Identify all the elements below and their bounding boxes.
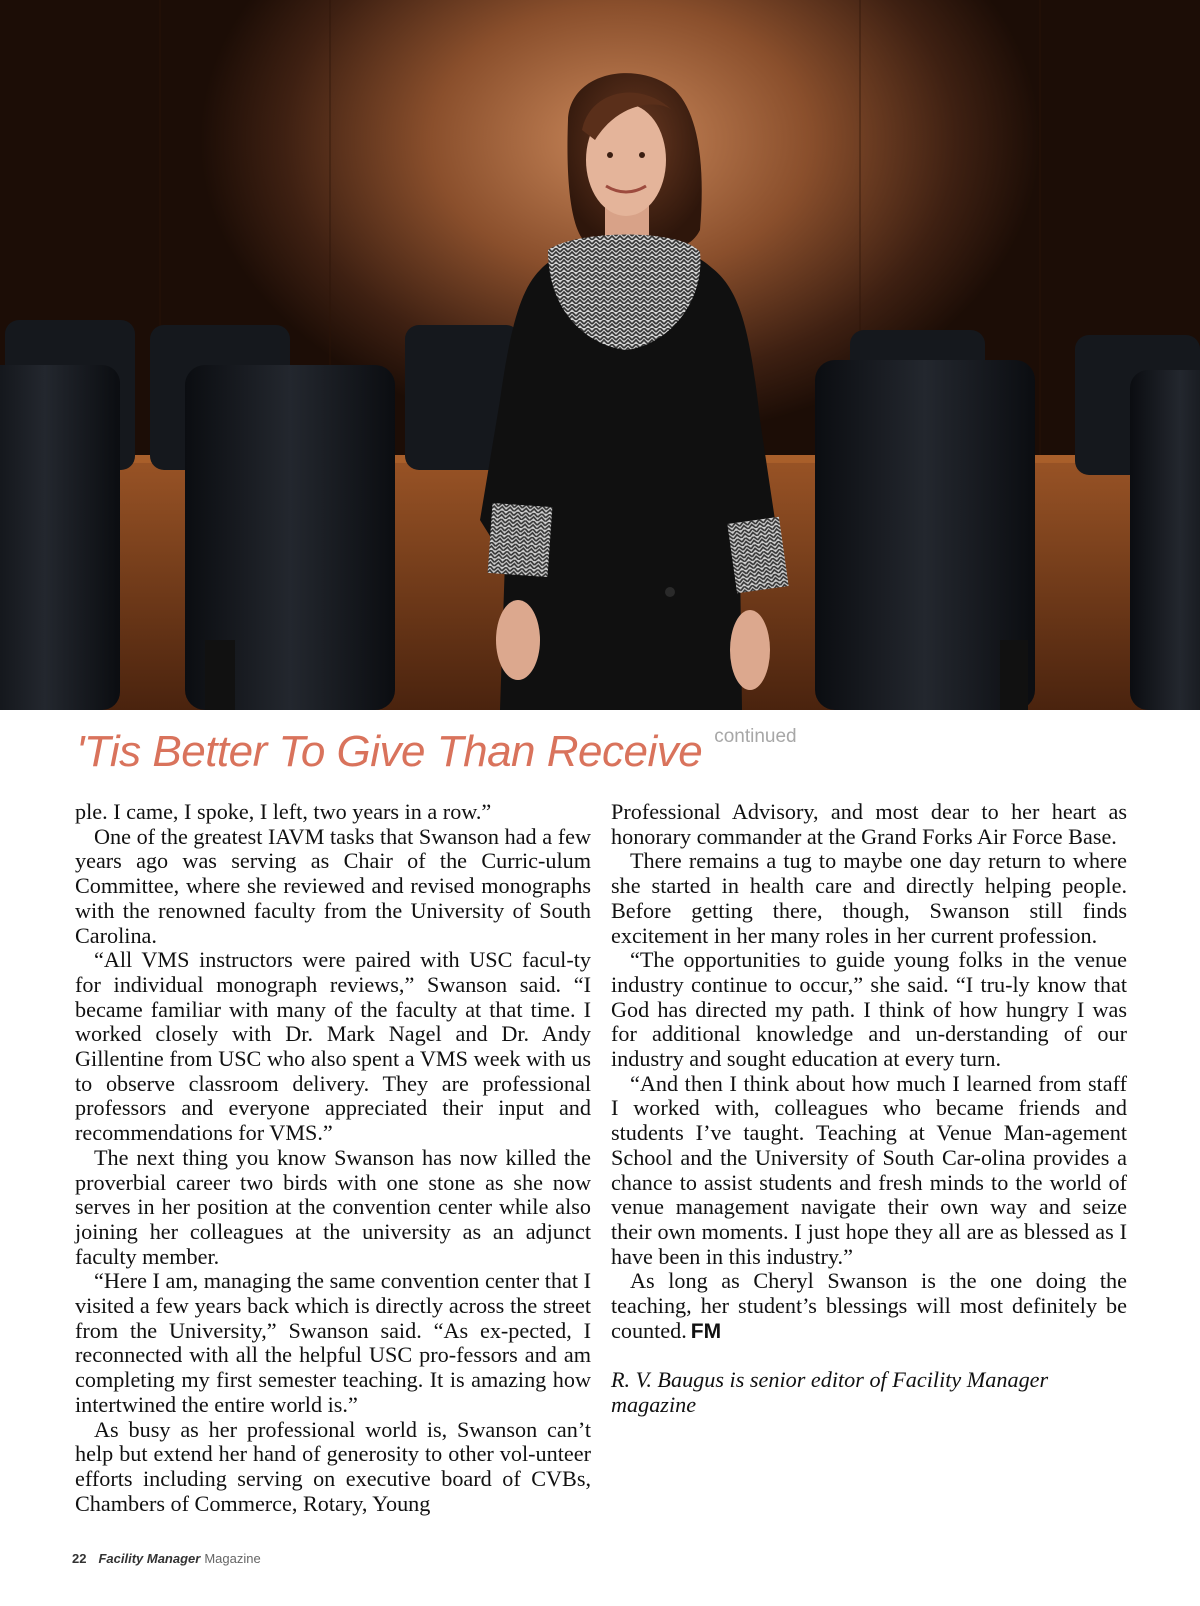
paragraph-final (611, 1269, 1127, 1344)
paragraph: ple. I came, I spoke, I left, two years in a row.” (75, 799, 492, 824)
chair (1130, 370, 1200, 710)
publication-suffix: Magazine (204, 1551, 261, 1566)
paragraph: “And then I think about how much I learned from staff I worked with, colleagues who became friends and students I’ve taught. Teaching at Venue Man-agement School and the University of South Car-olina provides a chance to assist students and fresh minds to the world of venue management navigate their own way and seize their own moments. I just hope they all are as blessed as I have been in this industry.” (611, 1070, 1127, 1269)
paragraph: “All VMS instructors were paired with USC facul-ty for individual monograph reviews,” Swanson said. “I became familiar with many of the faculty at that time. I worked closely with Dr. Mark Nagel and Dr. Andy Gillentine from USC who also spent a VMS week with us to observe classroom delivery. They are professional professors and everyone appreciated their input and recommendations for VMS.” (75, 947, 591, 1146)
paragraph: Professional Advisory, and most dear to her heart as honorary commander at the Grand Forks Air Force Base. (611, 799, 1127, 849)
paragraph: The next thing you know Swanson has now killed the proverbial career two birds with one stone as she now serves in her position at the convention center while also joining her colleagues at the university as an adjunct faculty member. (75, 1144, 591, 1269)
paragraph: One of the greatest IAVM tasks that Swanson had a few years ago was serving as Chair of the Curric-ulum Committee, where she reviewed and revised monographs with the renowned faculty from the University of South Carolina. (75, 823, 591, 948)
end-mark: FM (690, 1319, 722, 1343)
left-column (75, 800, 591, 1516)
boardroom-illustration (0, 0, 1200, 710)
page-number: 22 (72, 1551, 87, 1566)
page-footer (72, 1551, 261, 1566)
paragraph: “The opportunities to guide young folks in the venue industry continue to occur,” she said. “I tru-ly know that God has directed my path. I think of how hungry I was for additional knowledge and un-derstanding of our industry and sought education at every turn. (611, 947, 1127, 1072)
right-column (611, 800, 1127, 1418)
author-byline: R. V. Baugus is senior editor of Facility Manager magazine (611, 1367, 1049, 1418)
person-figure (480, 73, 789, 710)
headline-continued-label: continued (714, 726, 797, 747)
paragraph: There remains a tug to maybe one day return to where she started in health care and directly helping people. Before getting there, though, Swanson still finds excitement in her many roles in her current profession. (611, 848, 1127, 948)
publication-name: Facility Manager (98, 1551, 201, 1566)
article-headline (76, 726, 1156, 786)
hero-photo (0, 0, 1200, 710)
paragraph: “Here I am, managing the same convention center that I visited a few years back which is directly across the street from the University,” Swanson said. “As ex-pected, I reconnected with all the helpful USC pro-fessors and am completing my first semester teaching. It is amazing how intertwined the entire world is.” (75, 1268, 591, 1417)
paragraph: As busy as her professional world is, Swanson can’t help but extend her hand of generosity to other vol-unteer efforts including serving on executive board of CVBs, Chambers of Commerce, Rotary, Young (75, 1416, 591, 1516)
headline-title: 'Tis Better To Give Than Receive (76, 727, 703, 776)
paragraph-text: As long as Cheryl Swanson is the one doing the teaching, her student’s blessings will most definitely be counted. (611, 1268, 1127, 1343)
chair (0, 365, 120, 710)
